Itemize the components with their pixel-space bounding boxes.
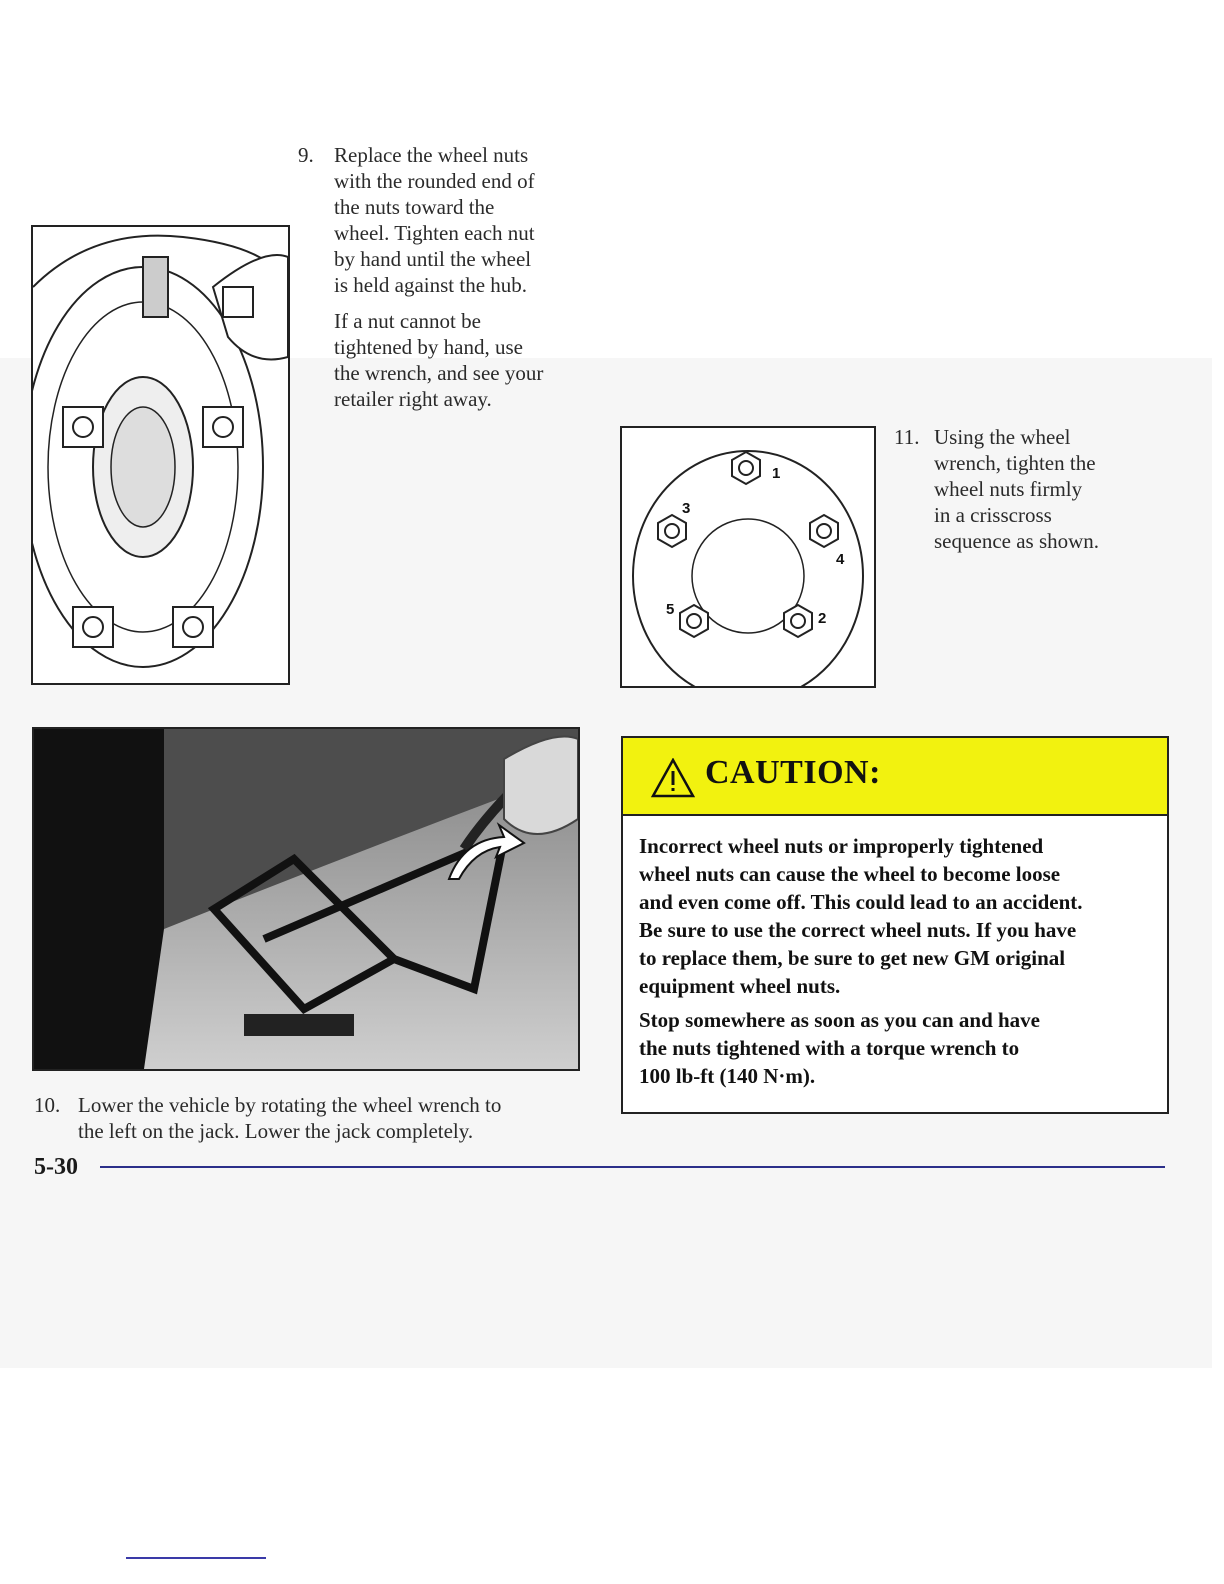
caution-box [621, 736, 1169, 1114]
caution-header [623, 738, 1167, 816]
step-9-line: wheel. Tighten each nut [334, 221, 535, 245]
nut-label-2: 2 [818, 610, 827, 627]
step-11-line: Using the wheel [934, 425, 1071, 449]
step-9-line: the nuts toward the [334, 195, 495, 219]
nut-4-icon [810, 515, 838, 547]
wheel-hub-figure [31, 225, 290, 685]
step-11-line: in a crisscross [934, 503, 1052, 527]
step-9-note-line: If a nut cannot be [334, 309, 481, 333]
step-9-line: Replace the wheel nuts [334, 143, 529, 167]
step-11-number: 11. [894, 425, 920, 449]
caution-paragraph-2 [639, 1006, 1159, 1090]
footer-rule [100, 1166, 1165, 1168]
warning-triangle-icon [651, 758, 695, 798]
caution-line: 100 lb-ft (140 N·m). [639, 1064, 816, 1088]
caution-line: the nuts tightened with a torque wrench to [639, 1036, 1020, 1060]
step-9-number: 9. [298, 143, 314, 167]
nut-label-3: 3 [682, 500, 691, 517]
jack-photo-illustration [34, 729, 578, 1069]
step-9-line: with the rounded end of [334, 169, 535, 193]
step-11-line: wrench, tighten the [934, 451, 1096, 475]
nut-label-5: 5 [666, 601, 675, 618]
step-10-number: 10. [34, 1093, 61, 1117]
caution-line: wheel nuts can cause the wheel to become loose [639, 862, 1061, 886]
caution-line: Stop somewhere as soon as you can and have [639, 1008, 1040, 1032]
caution-paragraph-1 [639, 832, 1159, 1000]
nut-1-icon [732, 452, 760, 484]
nut-5-icon [680, 605, 708, 637]
caution-line: Be sure to use the correct wheel nuts. If you have [639, 918, 1077, 942]
nut-label-4: 4 [836, 551, 845, 568]
caution-line: equipment wheel nuts. [639, 974, 841, 998]
nut-label-1: 1 [772, 465, 781, 482]
wheel-hub-illustration [33, 227, 288, 683]
caution-line: and even come off. This could lead to an accident. [639, 890, 1083, 914]
caution-line: to replace them, be sure to get new GM original [639, 946, 1066, 970]
step-11-line: sequence as shown. [934, 529, 1100, 553]
step-9-line: is held against the hub. [334, 273, 528, 297]
nut-sequence-diagram [620, 426, 876, 688]
bottom-divider [126, 1557, 266, 1559]
step-9-line: by hand until the wheel [334, 247, 532, 271]
nut-sequence-illustration [622, 428, 874, 686]
step-10-line: the left on the jack. Lower the jack completely. [78, 1119, 474, 1143]
step-11-line: wheel nuts firmly [934, 477, 1083, 501]
step-9-note-line: retailer right away. [334, 387, 492, 411]
step-9-note-line: the wrench, and see your [334, 361, 544, 385]
caution-title: CAUTION: [705, 754, 881, 791]
jack-photo [32, 727, 580, 1071]
step-9-note-line: tightened by hand, use [334, 335, 523, 359]
page-number: 5-30 [34, 1154, 78, 1180]
nut-3-icon [658, 515, 686, 547]
caution-line: Incorrect wheel nuts or improperly tightened [639, 834, 1044, 858]
step-10-line: Lower the vehicle by rotating the wheel wrench to [78, 1093, 502, 1117]
nut-2-icon [784, 605, 812, 637]
